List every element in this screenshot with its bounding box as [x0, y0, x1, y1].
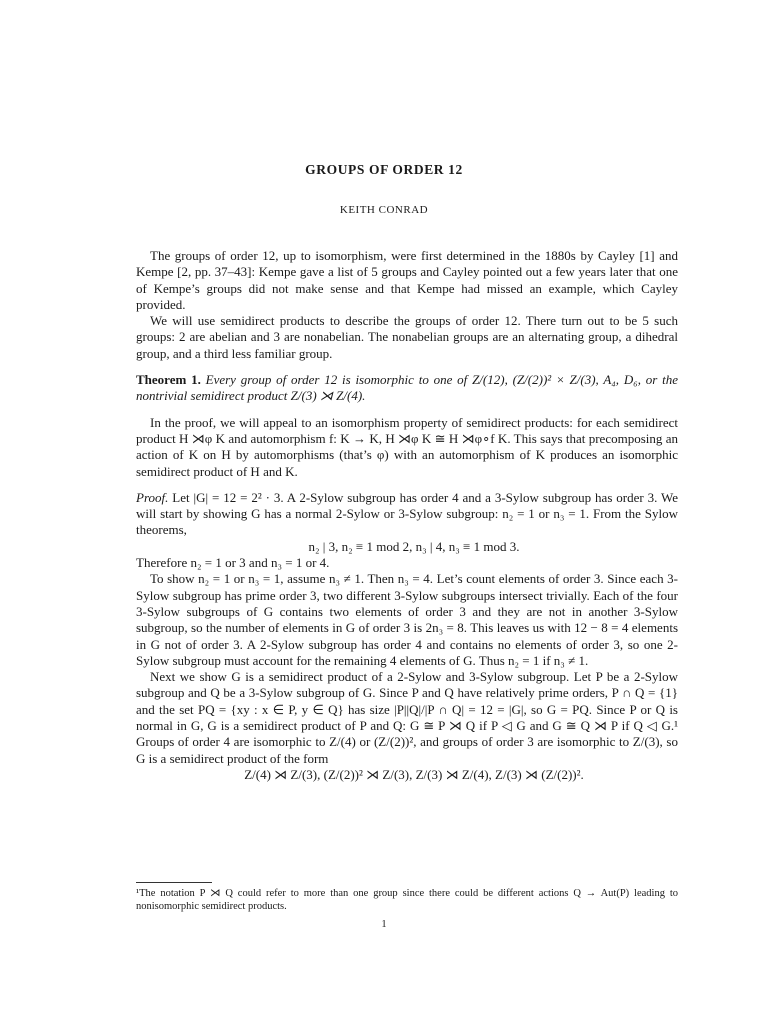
theorem-statement: Every group of order 12 is isomorphic to one of Z/(12), (Z/(2))² × Z/(3), A₄, D₆, or the nontrivial semidirect product Z/(3) ⋊ Z/(4). [136, 372, 678, 404]
semidirect-forms-display: Z/(4) ⋊ Z/(3), (Z/(2))² ⋊ Z/(3), Z/(3) ⋊ Z/(4), Z/(3) ⋊ (Z/(2))². [244, 766, 584, 782]
remark-paragraph: In the proof, we will appeal to an isomorphism property of semidirect products: for each semidirect product H ⋊φ K and automorphism f: K → K, H ⋊φ K ≅ H ⋊φ∘f K. This says that precomposing an action of K on H by automorphisms (that’s φ) with an automorphism of K produces an isomorphic semidirect product of H and K. [136, 414, 678, 479]
intro-paragraph-1: The groups of order 12, up to isomorphism, were first determined in the 1880s by Cayley [1] and Kempe [2, pp. 37–43]: Kempe gave a list of 5 groups and Cayley pointed out a few years later that one of Kempe’s groups did not make sense and that Kempe had missed an example, which Cayley provided. [136, 248, 678, 312]
proof-paragraph-3: To show n₂ = 1 or n₃ = 1, assume n₃ ≠ 1. Then n₃ = 4. Let’s count elements of order 3. Since each 3-Sylow subgroup has prime order 3, two different 3-Sylow subgroups intersect trivially. Each of the four 3-Sylow subgroups of G contains two elements of order 3 and they are not in another 3-Sylow subgroup, so the number of elements in G of order 3 is 2n₃ = 8. This leaves us with 12 − 8 = 4 elements in G not of order 3. A 2-Sylow subgroup has order 4 and contains no elements of order 3, so one 2-Sylow subgroup must account for the remaining 4 elements of G. Thus n₂ = 1 if n₃ ≠ 1. [136, 571, 678, 668]
footnote-rule [136, 882, 212, 883]
proof-paragraph-1 [136, 490, 678, 539]
proof-text-1: Let |G| = 12 = 2² · 3. A 2-Sylow subgroup has order 4 and a 3-Sylow subgroup has order 3. We will start by showing G has a normal 2-Sylow or 3-Sylow subgroup: n₂ = 1 or n₃ = 1. From the Sylow theorems, [136, 489, 679, 538]
theorem-1 [136, 372, 678, 405]
sylow-conditions-display: n₂ | 3, n₂ ≡ 1 mod 2, n₃ | 4, n₃ ≡ 1 mod 3. [308, 538, 520, 554]
paper-title: GROUPS OF ORDER 12 [305, 162, 463, 177]
proof-paragraph-4: Next we show G is a semidirect product of a 2-Sylow and 3-Sylow subgroup. Let P be a 2-Sylow subgroup and Q be a 3-Sylow subgroup of G. Since P and Q have relatively prime orders, P ∩ Q = {1} and the set PQ = {xy : x ∈ P, y ∈ Q} has size |P||Q|/|P ∩ Q| = 12 = |G|, so G = PQ. Since P or Q is normal in G, G is a semidirect product of P and Q: G ≅ P ⋊ Q if P ◁ G and G ≅ Q ⋊ P if Q ◁ G.¹ Groups of order 4 are isomorphic to Z/(4) or (Z/(2))², and groups of order 3 are isomorphic to Z/(3), so G is a semidirect product of the form [136, 669, 678, 766]
footnote-1: ¹The notation P ⋊ Q could refer to more than one group since there could be different actions Q → Aut(P) leading to nonisomorphic semidirect products. [136, 888, 678, 912]
page-number: 1 [381, 919, 387, 930]
theorem-label: Theorem 1. [136, 372, 201, 388]
author-name: KEITH CONRAD [339, 204, 429, 216]
intro-paragraph-2: We will use semidirect products to describe the groups of order 12. There turn out to be 5 such groups: 2 are abelian and 3 are nonabelian. The nonabelian groups are an alternating group, a dihedral group, and a third less familiar group. [136, 313, 678, 361]
proof-label: Proof. [136, 489, 169, 505]
proof-paragraph-2: Therefore n₂ = 1 or 3 and n₃ = 1 or 4. [136, 555, 330, 571]
body-text [136, 248, 678, 783]
